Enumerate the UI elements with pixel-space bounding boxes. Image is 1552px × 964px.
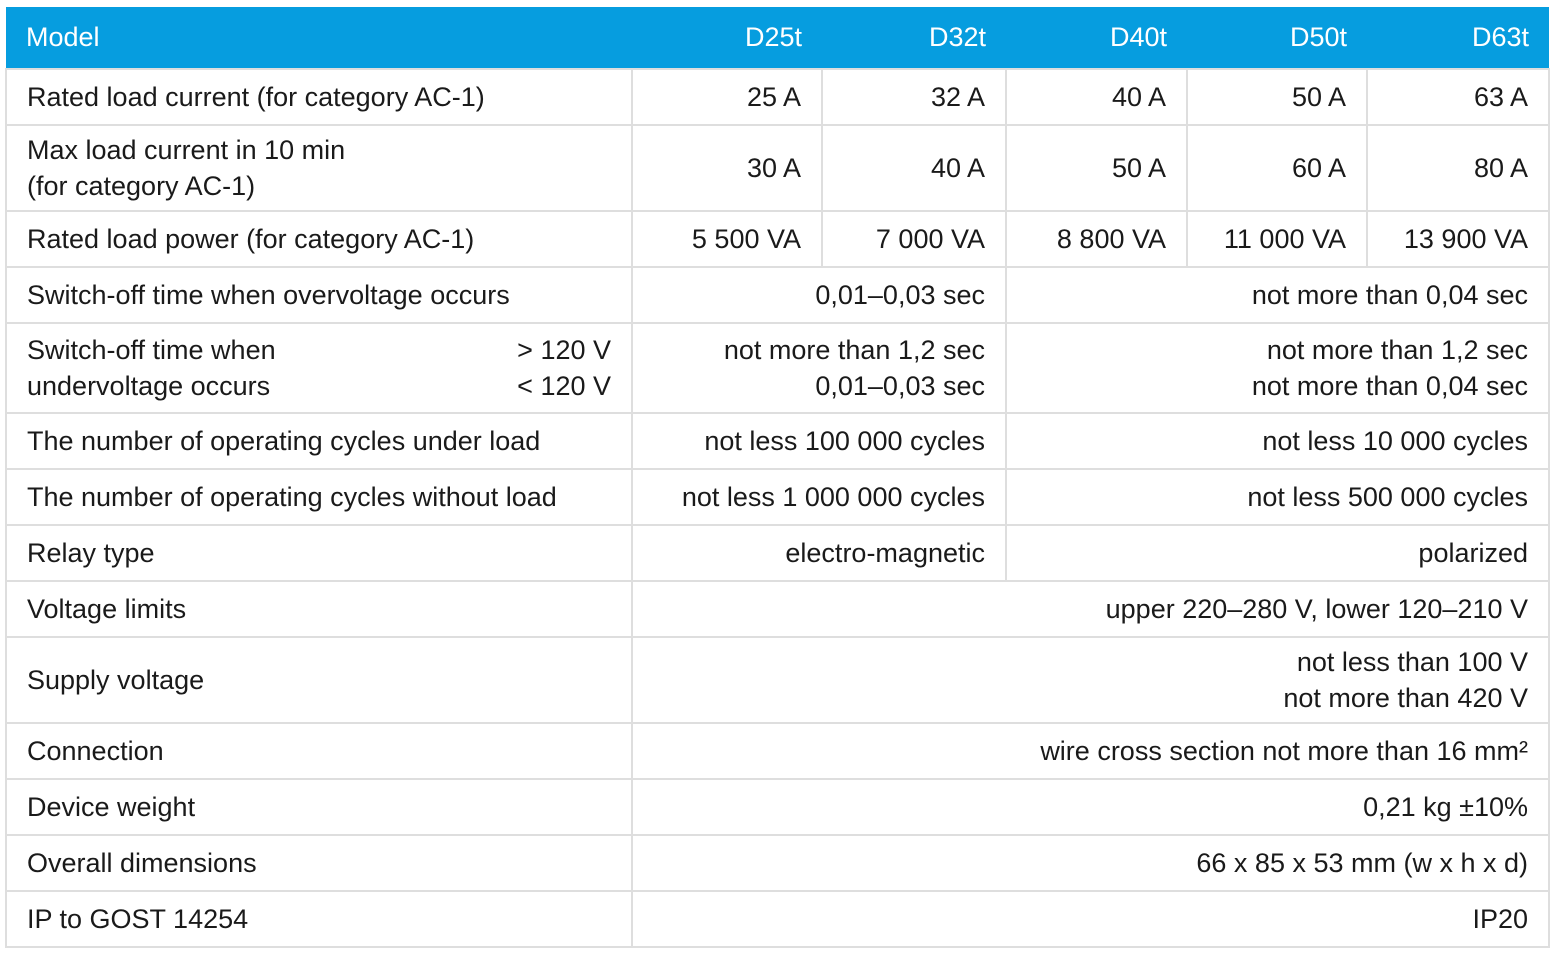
row-label: Switch-off time when overvoltage occurs <box>6 267 632 323</box>
row-label: Device weight <box>6 779 632 835</box>
cell-value: 30 A <box>632 125 822 211</box>
cell-value-group-1: 0,01–0,03 sec <box>632 267 1006 323</box>
row-label-line: Switch-off time when <box>27 335 276 365</box>
cell-value: 8 800 VA <box>1006 211 1187 267</box>
row-label: Rated load current (for category AC-1) <box>6 69 632 125</box>
row-ip-rating <box>6 891 1549 947</box>
cell-value-all: 66 x 85 x 53 mm (w x h x d) <box>632 835 1549 891</box>
row-supply-voltage <box>6 637 1549 723</box>
row-label-split <box>27 332 611 404</box>
cell-value-all <box>632 637 1549 723</box>
row-rated-load-current <box>6 69 1549 125</box>
row-label: Rated load power (for category AC-1) <box>6 211 632 267</box>
threshold-high: > 120 V <box>517 335 611 365</box>
cell-value-line: not less than 100 V <box>1296 647 1528 677</box>
cell-value-line: not more than 0,04 sec <box>1251 371 1528 401</box>
row-label: Voltage limits <box>6 581 632 637</box>
cell-value-group-1: not less 1 000 000 cycles <box>632 469 1006 525</box>
row-label: Overall dimensions <box>6 835 632 891</box>
cell-value-group-1: not less 100 000 cycles <box>632 413 1006 469</box>
cell-value-all: upper 220–280 V, lower 120–210 V <box>632 581 1549 637</box>
row-overvoltage-switch-off <box>6 267 1549 323</box>
row-overall-dimensions <box>6 835 1549 891</box>
row-max-load-current <box>6 125 1549 211</box>
threshold-low: < 120 V <box>517 371 611 401</box>
cell-value-all: IP20 <box>632 891 1549 947</box>
voltage-thresholds <box>517 332 611 404</box>
row-label: Relay type <box>6 525 632 581</box>
cell-value-all: wire cross section not more than 16 mm² <box>632 723 1549 779</box>
row-label-line: undervoltage occurs <box>27 371 271 401</box>
cell-value: 32 A <box>822 69 1006 125</box>
header-model-d50t: D50t <box>1187 7 1367 69</box>
header-model-d63t: D63t <box>1367 7 1549 69</box>
row-cycles-without-load <box>6 469 1549 525</box>
table-header-row <box>6 7 1549 69</box>
cell-value: 5 500 VA <box>632 211 822 267</box>
cell-value: 50 A <box>1006 125 1187 211</box>
row-label-line: Max load current in 10 min <box>27 135 346 165</box>
specifications-table <box>5 7 1550 948</box>
row-undervoltage-switch-off <box>6 323 1549 413</box>
row-label <box>6 125 632 211</box>
cell-value: 11 000 VA <box>1187 211 1367 267</box>
row-voltage-limits <box>6 581 1549 637</box>
cell-value-group-1 <box>632 323 1006 413</box>
cell-value-group-2: not more than 0,04 sec <box>1006 267 1549 323</box>
row-label: IP to GOST 14254 <box>6 891 632 947</box>
row-connection <box>6 723 1549 779</box>
row-label <box>6 323 632 413</box>
header-model-d25t: D25t <box>632 7 822 69</box>
cell-value-group-1: electro-magnetic <box>632 525 1006 581</box>
row-label: Supply voltage <box>6 637 632 723</box>
row-cycles-under-load <box>6 413 1549 469</box>
cell-value-group-2: not less 500 000 cycles <box>1006 469 1549 525</box>
header-model-label: Model <box>6 7 632 69</box>
row-label-line: (for category AC-1) <box>27 171 256 201</box>
row-rated-load-power <box>6 211 1549 267</box>
cell-value: 80 A <box>1367 125 1549 211</box>
cell-value-line: not more than 420 V <box>1283 683 1528 713</box>
cell-value-line: not more than 1,2 sec <box>1266 335 1528 365</box>
row-label: The number of operating cycles without load <box>6 469 632 525</box>
cell-value-group-2: polarized <box>1006 525 1549 581</box>
cell-value-line: not more than 1,2 sec <box>723 335 985 365</box>
cell-value-group-2: not less 10 000 cycles <box>1006 413 1549 469</box>
row-label: Connection <box>6 723 632 779</box>
header-model-d40t: D40t <box>1006 7 1187 69</box>
cell-value-line: 0,01–0,03 sec <box>815 371 985 401</box>
cell-value: 7 000 VA <box>822 211 1006 267</box>
cell-value: 50 A <box>1187 69 1367 125</box>
cell-value-all: 0,21 kg ±10% <box>632 779 1549 835</box>
cell-value: 63 A <box>1367 69 1549 125</box>
cell-value: 40 A <box>1006 69 1187 125</box>
row-device-weight <box>6 779 1549 835</box>
header-model-d32t: D32t <box>822 7 1006 69</box>
cell-value: 40 A <box>822 125 1006 211</box>
row-label: The number of operating cycles under load <box>6 413 632 469</box>
row-label-text <box>27 332 276 404</box>
row-relay-type <box>6 525 1549 581</box>
cell-value: 25 A <box>632 69 822 125</box>
cell-value-group-2 <box>1006 323 1549 413</box>
cell-value: 13 900 VA <box>1367 211 1549 267</box>
cell-value: 60 A <box>1187 125 1367 211</box>
